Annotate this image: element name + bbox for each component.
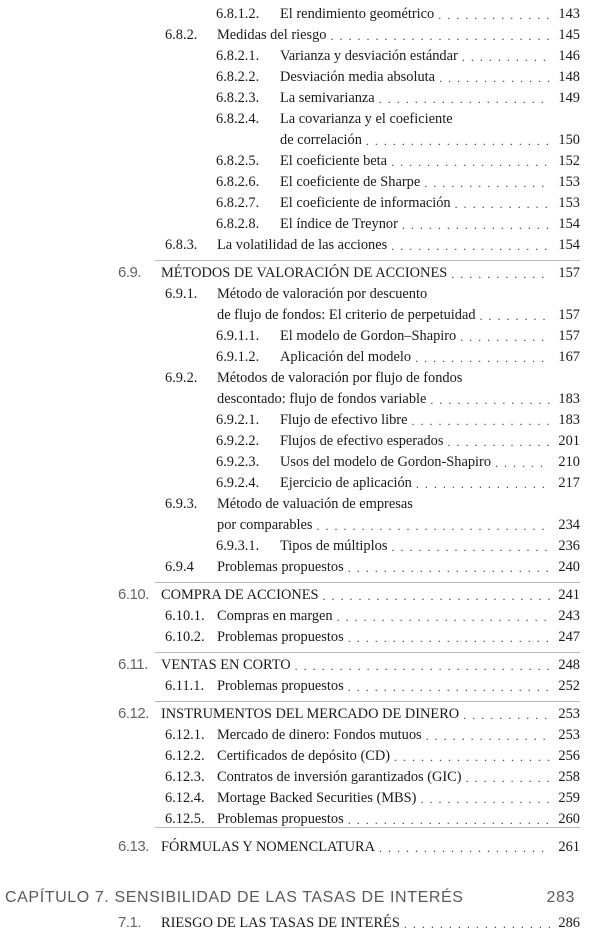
toc-entry[interactable]: [216, 471, 580, 492]
toc-entry-title: Contratos de inversión garantizados (GIC): [217, 769, 462, 785]
toc-leader-dots: [317, 518, 551, 534]
toc-entry-page: 217: [558, 475, 580, 491]
toc-leader-dots: [416, 476, 550, 492]
toc-entry-title: Problemas propuestos: [217, 811, 344, 827]
toc-leader-dots: [439, 70, 550, 86]
toc-entry-page: 256: [558, 748, 580, 764]
toc-leader-dots: [495, 455, 550, 471]
toc-leader-dots: [379, 91, 550, 107]
toc-entry-number: 6.12.2.: [165, 748, 205, 764]
toc-entry-number: 6.8.2.7.: [216, 195, 260, 211]
toc-leader-dots: [466, 770, 550, 786]
toc-leader-dots: [438, 7, 550, 23]
toc-entry-title: Ejercicio de aplicación: [280, 475, 412, 491]
toc-entry-title: Flujos de efectivo esperados: [280, 433, 444, 449]
toc-entry[interactable]: [216, 324, 580, 345]
toc-entry-page: 157: [558, 307, 580, 323]
toc-entry-number: 6.10.1.: [165, 608, 205, 624]
toc-entry-page: 183: [558, 412, 580, 428]
toc-entry-title: Medidas del riesgo: [217, 27, 327, 43]
toc-entry-number: 6.12.1.: [165, 727, 205, 743]
toc-entry-page: 146: [558, 48, 580, 64]
toc-entry-title: Usos del modelo de Gordon-Shapiro: [280, 454, 492, 470]
toc-entry-number: 6.8.3.: [165, 237, 198, 253]
chapter-heading[interactable]: [5, 881, 575, 907]
toc-entry-title: Flujo de efectivo libre: [280, 412, 408, 428]
toc-entry-number: 6.8.2.8.: [216, 216, 260, 232]
toc-entry-number: 6.8.2.2.: [216, 69, 260, 85]
toc-entry-title: Mercado de dinero: Fondos mutuos: [217, 727, 422, 743]
toc-entry[interactable]: [217, 303, 580, 324]
toc-entry-number: 6.9.2.: [165, 370, 198, 386]
toc-entry-page: 253: [558, 706, 580, 722]
toc-entry[interactable]: [165, 233, 580, 254]
toc-entry-title: Métodos de valoración por flujo de fondos: [217, 370, 463, 386]
toc-leader-dots: [323, 588, 550, 604]
toc-entry-title: Aplicación del modelo: [280, 349, 412, 365]
toc-leader-dots: [366, 133, 550, 149]
toc-entry-page: 157: [558, 265, 580, 281]
toc-entry-page: 157: [558, 328, 580, 344]
toc-entry[interactable]: [118, 702, 580, 723]
toc-entry[interactable]: [217, 513, 580, 534]
toc-leader-dots: [402, 217, 550, 233]
toc-entry-page: 286: [558, 915, 580, 931]
toc-leader-dots: [391, 539, 550, 555]
toc-entry-title: de flujo de fondos: El criterio de perpetuidad: [217, 307, 476, 323]
toc-entry-number: 6.9.1.1.: [216, 328, 260, 344]
toc-entry-number: 6.9.2.2.: [216, 433, 260, 449]
toc-entry-number: 6.9.1.2.: [216, 349, 260, 365]
toc-entry-title: Método de valuación de empresas: [217, 496, 413, 512]
toc-entry-page: 234: [558, 517, 580, 533]
toc-entry-7-1[interactable]: [118, 911, 580, 932]
toc-entry-page: 252: [558, 678, 580, 694]
toc-entry[interactable]: [216, 212, 580, 233]
toc-entry-number: 6.8.2.1.: [216, 48, 260, 64]
toc-entry-number: 6.9.3.1.: [216, 538, 260, 554]
toc-leader-dots: [447, 434, 550, 450]
toc-entry[interactable]: [165, 282, 580, 303]
toc-entry-number: 6.9.3.: [165, 496, 198, 512]
toc-entry-page: 145: [558, 27, 580, 43]
toc-entry-page: 253: [558, 727, 580, 743]
toc-entry[interactable]: [216, 2, 580, 23]
toc-leader-dots: [331, 28, 550, 44]
toc-entry[interactable]: [118, 835, 580, 856]
toc-entry-number: 6.9.4: [165, 559, 194, 575]
toc-entry-title: FÓRMULAS Y NOMENCLATURA: [161, 839, 376, 855]
toc-entry-page: 259: [558, 790, 580, 806]
toc-leader-dots: [455, 196, 550, 212]
toc-entry-title: La volatilidad de las acciones: [217, 237, 388, 253]
toc-entry-title: Desviación media absoluta: [280, 69, 436, 85]
toc-entry[interactable]: [165, 674, 580, 695]
toc-entry-title: Problemas propuestos: [217, 629, 344, 645]
toc-entry-number: 6.9.2.1.: [216, 412, 260, 428]
toc-entry-title: Varianza y desviación estándar: [280, 48, 458, 64]
toc-entry-title: El coeficiente de Sharpe: [280, 174, 421, 190]
toc-entry[interactable]: [165, 23, 580, 44]
toc-entry-page: 258: [558, 769, 580, 785]
toc-leader-dots: [420, 791, 550, 807]
toc-leader-dots: [348, 560, 550, 576]
toc-entry-title: Mortage Backed Securities (MBS): [217, 790, 417, 806]
toc-entry[interactable]: [165, 807, 580, 828]
toc-entry-page: 154: [558, 237, 580, 253]
toc-entry-number: 6.8.2.4.: [216, 111, 260, 127]
toc-entry[interactable]: [165, 625, 580, 646]
toc-entry-title: COMPRA DE ACCIONES: [161, 587, 319, 603]
toc-entry-title: Compras en margen: [217, 608, 333, 624]
toc-entry-number: 6.8.2.: [165, 27, 198, 43]
toc-entry-page: 148: [558, 69, 580, 85]
toc-entry[interactable]: [165, 765, 580, 786]
toc-entry-number: 6.8.2.6.: [216, 174, 260, 190]
toc-leader-dots: [391, 238, 550, 254]
toc-leader-dots: [460, 329, 550, 345]
toc-entry-page: 247: [558, 629, 580, 645]
toc-entry[interactable]: [216, 450, 580, 471]
toc-leader-dots: [430, 392, 550, 408]
toc-entry[interactable]: [165, 604, 580, 625]
toc-entry-number: 6.11.: [118, 656, 148, 673]
toc-leader-dots: [411, 413, 550, 429]
toc-leader-dots: [394, 749, 550, 765]
toc-entry-page: 149: [558, 90, 580, 106]
toc-entry[interactable]: [165, 555, 580, 576]
toc-entry-title: Tipos de múltiplos: [280, 538, 388, 554]
toc-leader-dots: [404, 916, 550, 932]
toc-entry-title: Método de valoración por descuento: [217, 286, 428, 302]
toc-leader-dots: [391, 154, 550, 170]
toc-entry-title: INSTRUMENTOS DEL MERCADO DE DINERO: [161, 706, 460, 722]
toc-entry[interactable]: [165, 723, 580, 744]
toc-entry-title: descontado: flujo de fondos variable: [217, 391, 427, 407]
toc-leader-dots: [451, 266, 550, 282]
toc-entry-number: 6.8.1.2.: [216, 6, 260, 22]
toc-entry[interactable]: [216, 170, 580, 191]
toc-entry-page: 260: [558, 811, 580, 827]
toc-entry[interactable]: [216, 191, 580, 212]
toc-leader-dots: [480, 308, 550, 324]
toc-entry[interactable]: [217, 387, 580, 408]
toc-entry-page: 248: [558, 657, 580, 673]
toc-entry-number: 6.9.: [118, 264, 142, 281]
toc-entry-title: RIESGO DE LAS TASAS DE INTERÉS: [161, 915, 400, 931]
toc-entry[interactable]: [118, 261, 580, 282]
toc-entry[interactable]: [165, 744, 580, 765]
toc-entry[interactable]: [216, 65, 580, 86]
toc-entry-title: Problemas propuestos: [217, 559, 344, 575]
toc-entry-number: 6.10.: [118, 586, 149, 603]
toc-entry-number: 6.12.: [118, 705, 149, 722]
toc-entry-title: El coeficiente de información: [280, 195, 451, 211]
toc-entry[interactable]: [280, 128, 580, 149]
toc-entry-page: 240: [558, 559, 580, 575]
toc-entry-title: VENTAS EN CORTO: [161, 657, 291, 673]
toc-entry[interactable]: [165, 366, 580, 387]
toc-entry[interactable]: [216, 107, 580, 128]
toc-entry-title: La covarianza y el coeficiente: [280, 111, 453, 127]
toc-leader-dots: [462, 49, 550, 65]
toc-leader-dots: [295, 658, 550, 674]
toc-entry-number: 6.9.2.4.: [216, 475, 260, 491]
toc-leader-dots: [379, 840, 550, 856]
toc-entry-number: 6.12.5.: [165, 811, 205, 827]
toc-entry[interactable]: [165, 492, 580, 513]
toc-entry-title: El rendimiento geométrico: [280, 6, 435, 22]
toc-leader-dots: [337, 609, 550, 625]
toc-entry[interactable]: [216, 149, 580, 170]
toc-entry[interactable]: [216, 44, 580, 65]
toc-entry[interactable]: [216, 86, 580, 107]
toc-leader-dots: [424, 175, 550, 191]
chapter-page-number: 283: [546, 889, 575, 906]
toc-entry-title: Problemas propuestos: [217, 678, 344, 694]
toc-entry[interactable]: [118, 583, 580, 604]
toc-entry-page: 243: [558, 608, 580, 624]
toc-entry-title: El modelo de Gordon–Shapiro: [280, 328, 457, 344]
toc-leader-dots: [426, 728, 550, 744]
toc-entry-title: por comparables: [217, 517, 313, 533]
toc-entry-number: 6.8.2.5.: [216, 153, 260, 169]
toc-entry-title: Certificados de depósito (CD): [217, 748, 391, 764]
toc-entry[interactable]: [216, 429, 580, 450]
toc-entry-title: La semivarianza: [280, 90, 375, 106]
toc-entry-number: 6.12.4.: [165, 790, 205, 806]
toc-entry-number: 6.9.1.: [165, 286, 198, 302]
toc-entry-page: 261: [558, 839, 580, 855]
toc-entry-page: 236: [558, 538, 580, 554]
toc-entry-title: El índice de Treynor: [280, 216, 398, 232]
toc-entry-number: 6.12.3.: [165, 769, 205, 785]
toc-leader-dots: [463, 707, 550, 723]
toc-entry-page: 143: [558, 6, 580, 22]
toc-entry-page: 241: [558, 587, 580, 603]
toc-entry-page: 154: [558, 216, 580, 232]
toc-entry-title: de correlación: [280, 132, 362, 148]
toc-entry-page: 183: [558, 391, 580, 407]
toc-leader-dots: [415, 350, 550, 366]
toc-entry-page: 167: [558, 349, 580, 365]
toc-entry[interactable]: [216, 408, 580, 429]
toc-entry-page: 150: [558, 132, 580, 148]
toc-entry-number: 6.8.2.3.: [216, 90, 260, 106]
toc-entry[interactable]: [118, 653, 580, 674]
toc-entry-page: 152: [558, 153, 580, 169]
toc-entry[interactable]: [216, 534, 580, 555]
toc-entry-page: 153: [558, 174, 580, 190]
toc-leader-dots: [348, 812, 550, 828]
toc-leader-dots: [348, 679, 550, 695]
toc-entry-page: 153: [558, 195, 580, 211]
toc-entry-number: 6.10.2.: [165, 629, 205, 645]
toc-entry-number: 7.1.: [118, 914, 142, 931]
toc-entry[interactable]: [165, 786, 580, 807]
toc-entry-number: 6.11.1.: [165, 678, 205, 694]
toc-entry-title: MÉTODOS DE VALORACIÓN DE ACCIONES: [161, 265, 448, 281]
toc-entry[interactable]: [216, 345, 580, 366]
toc-entry-title: El coeficiente beta: [280, 153, 388, 169]
toc-entry-number: 6.13.: [118, 838, 149, 855]
toc-leader-dots: [348, 630, 550, 646]
toc-entry-page: 201: [558, 433, 580, 449]
toc-entry-number: 6.9.2.3.: [216, 454, 260, 470]
toc-entry-page: 210: [558, 454, 580, 470]
chapter-title: CAPÍTULO 7. SENSIBILIDAD DE LAS TASAS DE INTERÉS: [5, 889, 464, 906]
